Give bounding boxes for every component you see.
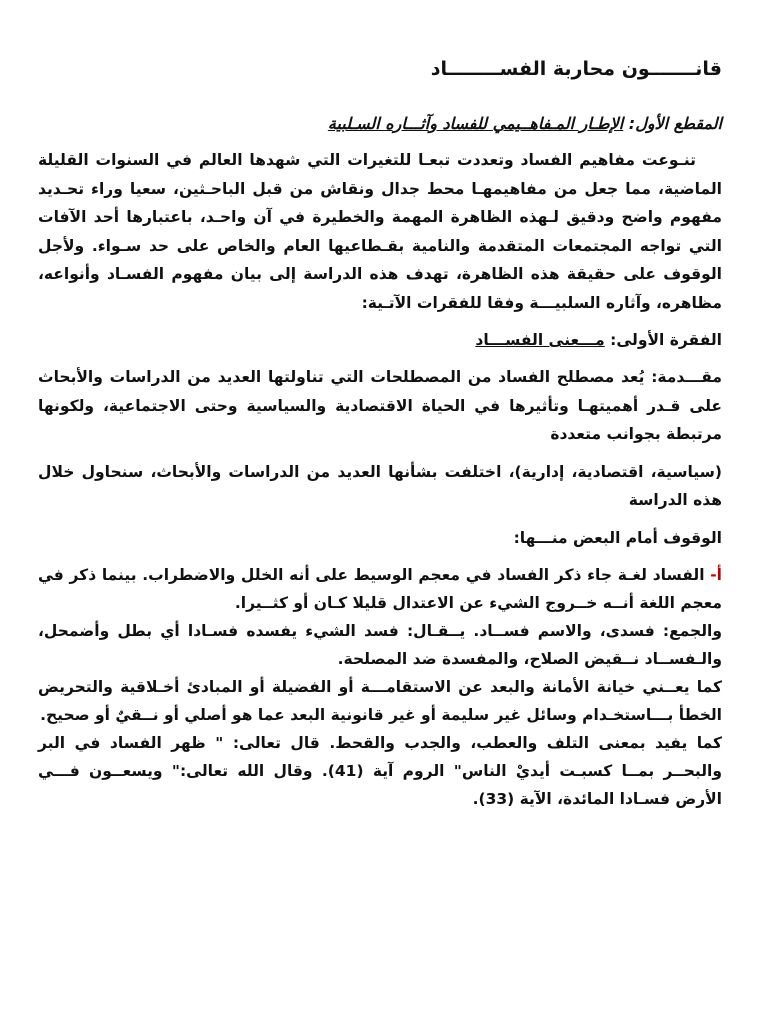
aspects-paragraph: (سياسية، اقتصادية، إدارية)، اختلفت بشأنها العديد من الدراسات والأبحاث، سنحاول خلال هذه الدراسة bbox=[38, 462, 722, 509]
document-page bbox=[38, 52, 722, 813]
document-title: قانـــــــون محاربة الفســــــــاد bbox=[430, 58, 722, 80]
definition-list-item bbox=[38, 561, 722, 813]
definition-line-3: كما يعــني خيانة الأمانة والبعد عن الاستقامـــة أو الفضيلة أو المبادئ أخـلاقية والتحريض الخطأ بـــاستخـدام وسائل غير سليمة أو غير قانونية البعد عما هو أصلي أو نــقيٌ أو صحيح. bbox=[38, 677, 722, 724]
definition-line-2: والجمع: فسدى، والاسم فســاد. يــقـال: فسد الشيء يفسده فسـادا أي بطل وأضمحل، والـفســاد نــقيض الصلاح، والمفسدة ضد المصلحة. bbox=[38, 621, 722, 668]
stop-label: الوقوف أمام البعض منـــها: bbox=[513, 528, 722, 547]
paragraph-label: الفقرة الأولى: bbox=[604, 331, 722, 349]
intro-paragraph: تنـوعت مفاهيم الفساد وتعددت تبعـا للتغيرات التي شهدها العالم في السنوات القليلة الماضية، مما جعل من مفاهيمهـا محط جدال ونقاش من قبل الباحـثين، سعيا وراء تحـديد مفهوم واضح ودقيق لـهذه الظاهرة المهمة والخطيرة في آن واحـد، باعتبارها أحد الآفات التي تواجه المجتمعات المتقدمة والنامية بقـطاعيها العام والخاص على حد سـواء. ولأجل الوقوف على حقيقة هذه الظاهرة، تهدف هذه الدراسة إلى بيان مفهوم الفسـاد وأنواعه، مظاهره، وآثاره السلبيـــة وفقا للفقرات الآتـية: bbox=[38, 151, 722, 312]
definition-text-1: الفساد لغـة جاء ذكر الفساد في معجم الوسيط على أنه الخلل والاضطراب. بينما ذكر في معجم اللغة أنــه خــروج الشيء عن الاعتدال قليلا كـان أو كثــيرا. bbox=[38, 565, 722, 612]
section-label: المقطع الأول: bbox=[623, 114, 722, 133]
section-heading bbox=[38, 110, 722, 138]
list-letter: أ- bbox=[710, 565, 722, 584]
paragraph-heading bbox=[38, 326, 722, 354]
preamble-paragraph: مقـــدمة: يُعد مصطلح الفساد من المصطلحات التي تناولتها العديد من الدراسات والأبحاث على قـدر أهميتهـا وتأثيرها في الحياة الاقتصادية والسياسية وحتى الاجتماعية، ولكونها مرتبطة بجوانب متعددة bbox=[38, 368, 722, 443]
section-subtitle: الإطـار المـفاهــيمي للفساد وآثـــاره السـلبية bbox=[327, 114, 624, 133]
paragraph-title: مـــعنى الفســـاد bbox=[475, 331, 605, 349]
definition-line-4: كما يفيد بمعنى التلف والعطب، والجدب والقحط. قال تعالى: " ظهر الفساد في البر والبحــر بمــا كسبـت أيديْ الناس" الروم آية (41). وقال الله تعالى:" ويسعــون فـــي الأرض فسـادا المائدة، الآية (33). bbox=[38, 733, 722, 808]
definition-line-1 bbox=[38, 561, 722, 617]
